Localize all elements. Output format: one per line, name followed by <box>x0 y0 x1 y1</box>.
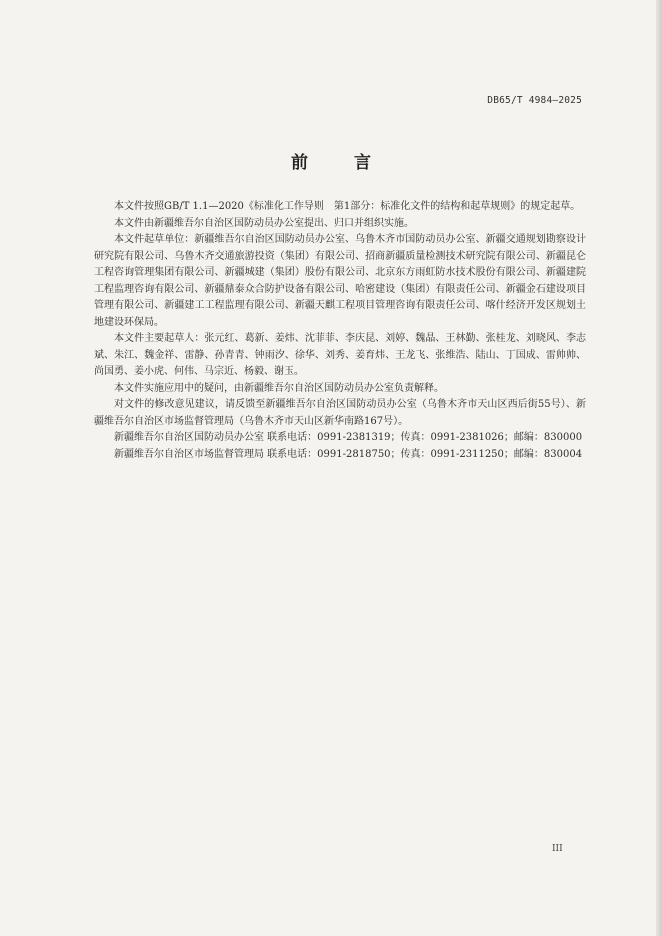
paragraph-drafting-rules: 本文件按照GB/T 1.1—2020《标准化工作导则 第1部分：标准化文件的结构和起草规则》的规定起草。 <box>114 201 581 212</box>
paragraph-drafters: 本文件主要起草人：张元红、葛新、姜炜、沈菲菲、李庆昆、刘婷、魏晶、王林勤、张桂龙、刘晓风、李志斌、朱江、魏金祥、雷静、孙青青、钟雨汐、徐华、刘秀、姜育炜、王龙飞、张维浩、陆山、丁国成、雷帅帅、尚国勇、姜小虎、何伟、马宗近、杨毅、谢玉。 <box>94 333 586 377</box>
paragraph-proposer: 本文件由新疆维吾尔自治区国防动员办公室提出、归口并组织实施。 <box>114 217 414 229</box>
document-code: DB65/T 4984—2025 <box>487 95 582 106</box>
contact-line-defense-office: 新疆维吾尔自治区国防动员办公室 联系电话：0991-2381319；传真：0991-2381026；邮编：830000 <box>114 432 583 443</box>
paragraph-interpretation: 本文件实施应用中的疑问，由新疆维吾尔自治区国防动员办公室负责解释。 <box>114 382 444 394</box>
page-number: III <box>552 844 563 854</box>
paragraph-drafting-units: 本文件起草单位：新疆维吾尔自治区国防动员办公室、乌鲁木齐市国防动员办公室、新疆交通规划勘察设计研究院有限公司、乌鲁木齐交通旅游投资（集团）有限公司、招商新疆质量检测技术研究院有限公司、新疆昆仑工程咨询管理集团有限公司、新疆城建（集团）股份有限公司、北京东方雨虹防水技术股份有限公司、新疆建院工程监理咨询有限公司、新疆鼎泰众合防护设备有限公司、哈密建设（集团）有限责任公司、新疆金石建设项目管理有限公司、新疆建工工程监理有限公司、新疆天麒工程项目管理咨询有限责任公司、喀什经济开发区规划土地建设环保局。 <box>94 234 586 328</box>
paragraph-feedback: 对文件的修改意见建议，请反馈至新疆维吾尔自治区国防动员办公室（乌鲁木齐市天山区西后街55号）、新疆维吾尔自治区市场监督管理局（乌鲁木齐市天山区新华南路167号）。 <box>94 399 586 427</box>
scan-edge <box>656 0 662 936</box>
contact-line-market-bureau: 新疆维吾尔自治区市场监督管理局 联系电话：0991-2818750；传真：0991-2311250；邮编：830004 <box>114 448 583 460</box>
foreword-body <box>94 199 586 463</box>
page-title: 前 言 <box>291 153 391 173</box>
